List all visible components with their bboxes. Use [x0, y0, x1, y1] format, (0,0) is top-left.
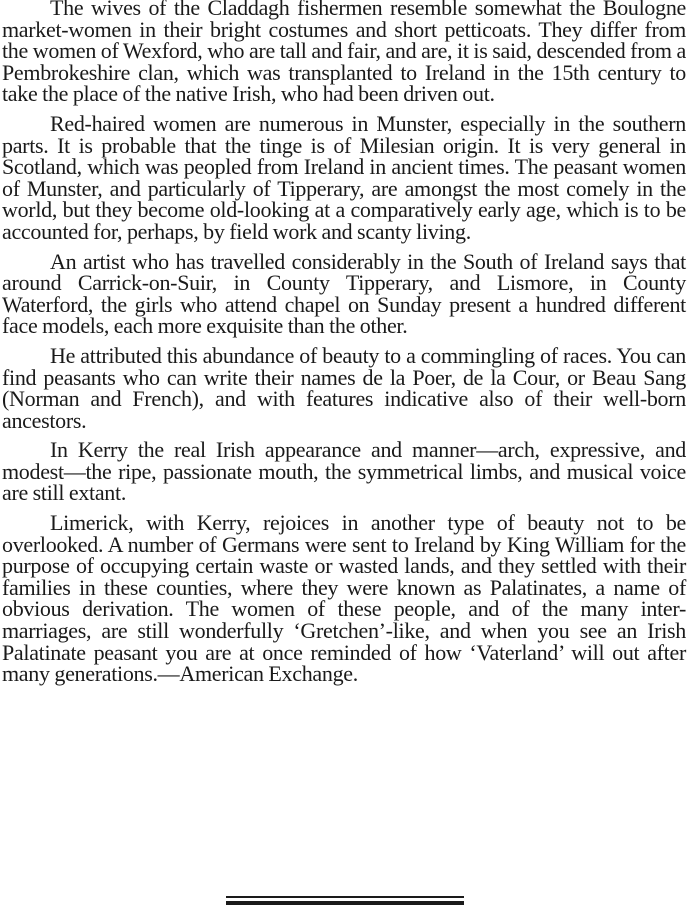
section-divider-thick	[226, 901, 464, 905]
paragraph-artist-observation: An artist who has travelled considerably in the South of Ireland says that around Carrick-on-Suir, in County Tipperary, and Lismore, in County Waterford, the girls who attend chapel on Sunday present a hundred different face models, each more exquisite than the other.	[2, 248, 686, 339]
paragraph-limerick-palatinates: Limerick, with Kerry, rejoices in another type of beauty not to be overlooked. A number of Germans were sent to Ireland by King William for the purpose of occupying certain waste or wasted lands, and they settled with their families in these counties, where they were known as Palatinates, a name of obvious derivation. The women of these people, and of the many inter-marriages, are still wonderfully ‘Gretchen’-like, and when you see an Irish Palatinate peasant you are at once reminded of how ‘Vaterland’ will out after many generations.—American Exchange.	[2, 510, 686, 687]
section-divider-thin	[226, 896, 464, 898]
paragraph-munster-women: Red-haired women are numerous in Munster, especially in the southern parts. It is probable that the tinge is of Milesian origin. It is very general in Scotland, which was peopled from Ireland in ancient times. The peasant women of Munster, and particularly of Tipperary, are amongst the most comely in the world, but they become old-looking at a comparatively early age, which is to be accounted for, perhaps, by field work and scanty living.	[2, 110, 686, 244]
paragraph-commingling-races: He attributed this abundance of beauty to a commingling of races. You can find peasants who can write their names de la Poer, de la Cour, or Beau Sang (Norman and French), and with features indicative also of their well-born ancestors.	[2, 342, 686, 433]
paragraph-kerry: In Kerry the real Irish appearance and manner—arch, expressive, and modest—the ripe, passionate mouth, the symmetrical limbs, and musical voice are still extant.	[2, 437, 686, 506]
paragraph-claddagh-wives: The wives of the Claddagh fishermen resemble somewhat the Boulogne market-women in their bright costumes and short petticoats. They differ from the women of Wexford, who are tall and fair, and are, it is said, descended from a Pembrokeshire clan, which was transplanted to Ireland in the 15th century to take the place of the native Irish, who had been driven out.	[2, 0, 686, 107]
article-body	[2, 0, 686, 685]
